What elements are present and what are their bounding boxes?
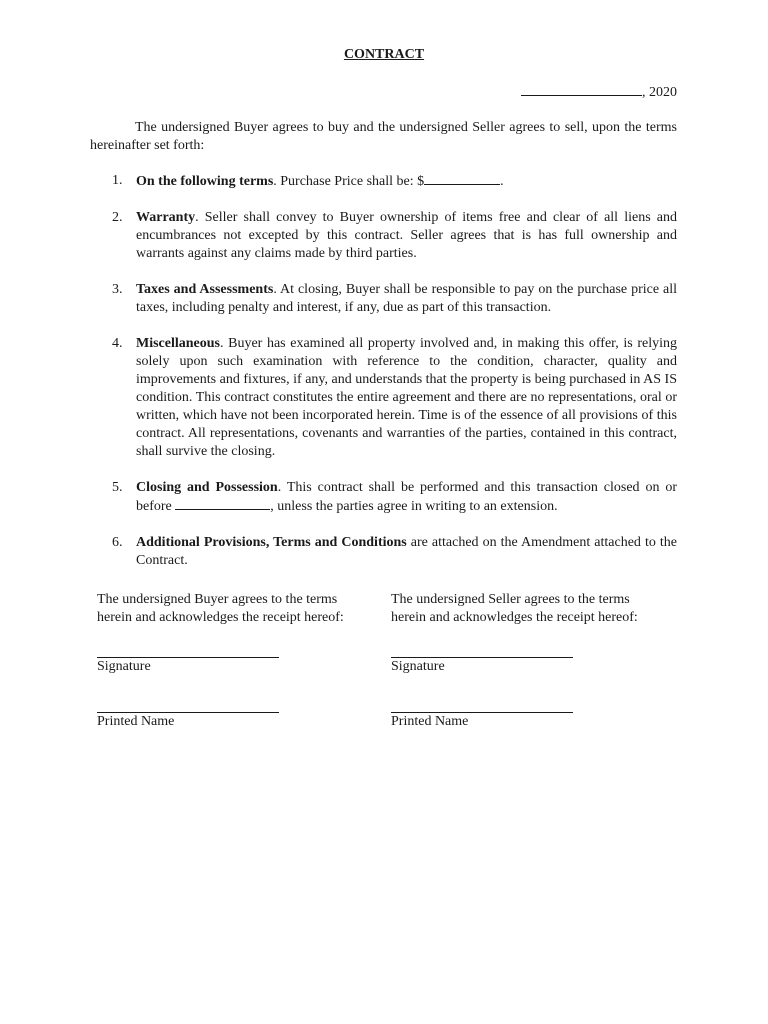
clause-number: 3.	[112, 282, 123, 297]
clause-heading: Miscellaneous	[136, 336, 220, 351]
seller-signature-label: Signature	[391, 659, 445, 674]
intro-paragraph: The undersigned Buyer agrees to buy and the undersigned Seller agrees to sell, upon the terms hereinafter set forth:	[90, 120, 677, 153]
buyer-printed-name-label: Printed Name	[97, 714, 175, 729]
clause-text: are attached on the Amendment attached to the Contract.	[136, 535, 677, 568]
clause-number: 2.	[112, 210, 123, 225]
clause-text: . Purchase Price shall be: $	[273, 174, 425, 189]
clause-5	[0, 479, 768, 516]
clause-heading: Warranty	[136, 210, 196, 225]
clause-text: . This contract shall be performed and this transaction closed on or before	[136, 480, 677, 514]
clause-6	[0, 534, 768, 570]
date-blank[interactable]	[521, 83, 642, 96]
date-suffix: , 2020	[642, 85, 677, 100]
clause-4	[0, 335, 768, 461]
closing-date-blank[interactable]	[175, 497, 270, 510]
seller-acknowledgement: The undersigned Seller agrees to the terms herein and acknowledges the receipt hereof:	[391, 592, 638, 625]
purchase-price-blank[interactable]	[424, 172, 500, 185]
clause-number: 6.	[112, 535, 123, 550]
document-title: CONTRACT	[343, 47, 425, 62]
clause-number: 5.	[112, 480, 123, 495]
seller-signature-block	[391, 591, 681, 731]
clause-heading: On the following terms	[136, 174, 274, 189]
buyer-acknowledgement: The undersigned Buyer agrees to the terms herein and acknowledges the receipt hereof:	[97, 592, 344, 625]
clause-text: . Seller shall convey to Buyer ownership of items free and clear of all liens and encumbrances not excepted by this contract. Seller agrees that is has full ownership and warrants against any claims made by third parties.	[136, 210, 677, 261]
date-line	[521, 83, 677, 101]
clause-number: 4.	[112, 336, 123, 351]
clause-heading: Additional Provisions, Terms and Conditions	[136, 535, 407, 550]
clause-list	[0, 172, 768, 570]
buyer-signature-label: Signature	[97, 659, 151, 674]
clause-1	[0, 172, 768, 191]
clause-text: . At closing, Buyer shall be responsible to pay on the purchase price all taxes, including penalty and interest, if any, due as part of this transaction.	[136, 282, 677, 315]
clause-text-end: .	[500, 174, 504, 189]
clause-heading: Taxes and Assessments	[136, 282, 274, 297]
buyer-signature-block	[97, 591, 387, 731]
clause-2	[0, 209, 768, 263]
clause-3	[0, 281, 768, 317]
seller-printed-name-label: Printed Name	[391, 714, 469, 729]
clause-text: . Buyer has examined all property involved and, in making this offer, is relying solely upon such examination with reference to the condition, character, quality and improvements and fixtures, if any, and understands that the property is being purchased in AS IS condition. This contract constitutes the entire agreement and there are no representations, oral or written, which have not been incorporated herein. Time is of the essence of all provisions of this contract. All representations, covenants and warranties of the parties, contained in this contract, shall survive the closing.	[136, 336, 677, 459]
clause-number: 1.	[112, 173, 123, 188]
clause-heading: Closing and Possession	[136, 480, 278, 495]
clause-text-end: , unless the parties agree in writing to an extension.	[270, 499, 558, 514]
